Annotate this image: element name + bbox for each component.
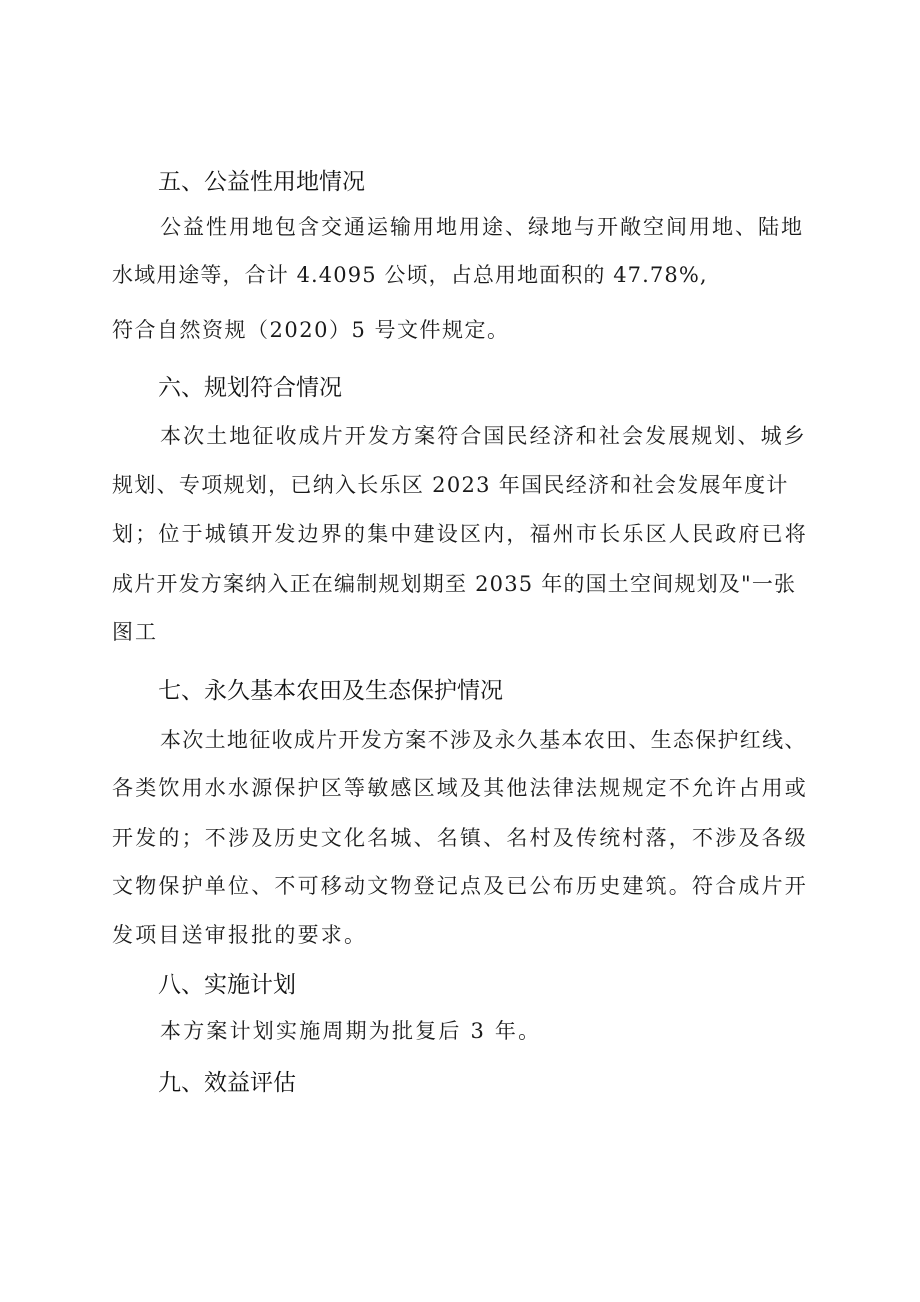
- section-5-heading: 五、公益性用地情况: [158, 169, 365, 195]
- section-7-line-5: 发项目送审报批的要求。: [112, 923, 368, 947]
- section-6-line-3: 划；位于城镇开发边界的集中建设区内，福州市长乐区人民政府已将: [112, 522, 808, 546]
- section-5-line-2: 水域用途等，合计 4.4095 公顷，占总用地面积的 47.78%,: [112, 263, 708, 287]
- section-8-line-1: 本方案计划实施周期为批复后 3 年。: [160, 1019, 542, 1043]
- section-8-heading: 八、实施计划: [158, 972, 296, 998]
- section-7-line-1: 本次土地征收成片开发方案不涉及永久基本农田、生态保护红线、: [160, 728, 807, 752]
- section-7-line-2: 各类饮用水水源保护区等敏感区域及其他法律法规规定不允许占用或: [112, 776, 808, 800]
- section-5-line-3: 符合自然资规（2020）5 号文件规定。: [112, 318, 510, 342]
- section-6-line-2: 规划、专项规划，已纳入长乐区 2023 年国民经济和社会发展年度计: [112, 473, 789, 497]
- section-5-line-1: 公益性用地包含交通运输用地用途、绿地与开敞空间用地、陆地: [160, 215, 804, 239]
- section-6-line-5: 图工: [112, 620, 158, 644]
- section-7-line-3: 开发的；不涉及历史文化名城、名镇、名村及传统村落，不涉及各级: [112, 826, 808, 850]
- section-7-line-4: 文物保护单位、不可移动文物登记点及已公布历史建筑。符合成片开: [112, 874, 808, 898]
- section-7-heading: 七、永久基本农田及生态保护情况: [158, 678, 503, 704]
- section-6-line-4: 成片开发方案纳入正在编制规划期至 2035 年的国土空间规划及"一张: [112, 572, 797, 596]
- section-9-heading: 九、效益评估: [158, 1070, 296, 1096]
- section-6-line-1: 本次土地征收成片开发方案符合国民经济和社会发展规划、城乡: [160, 424, 807, 448]
- section-6-heading: 六、规划符合情况: [158, 375, 342, 401]
